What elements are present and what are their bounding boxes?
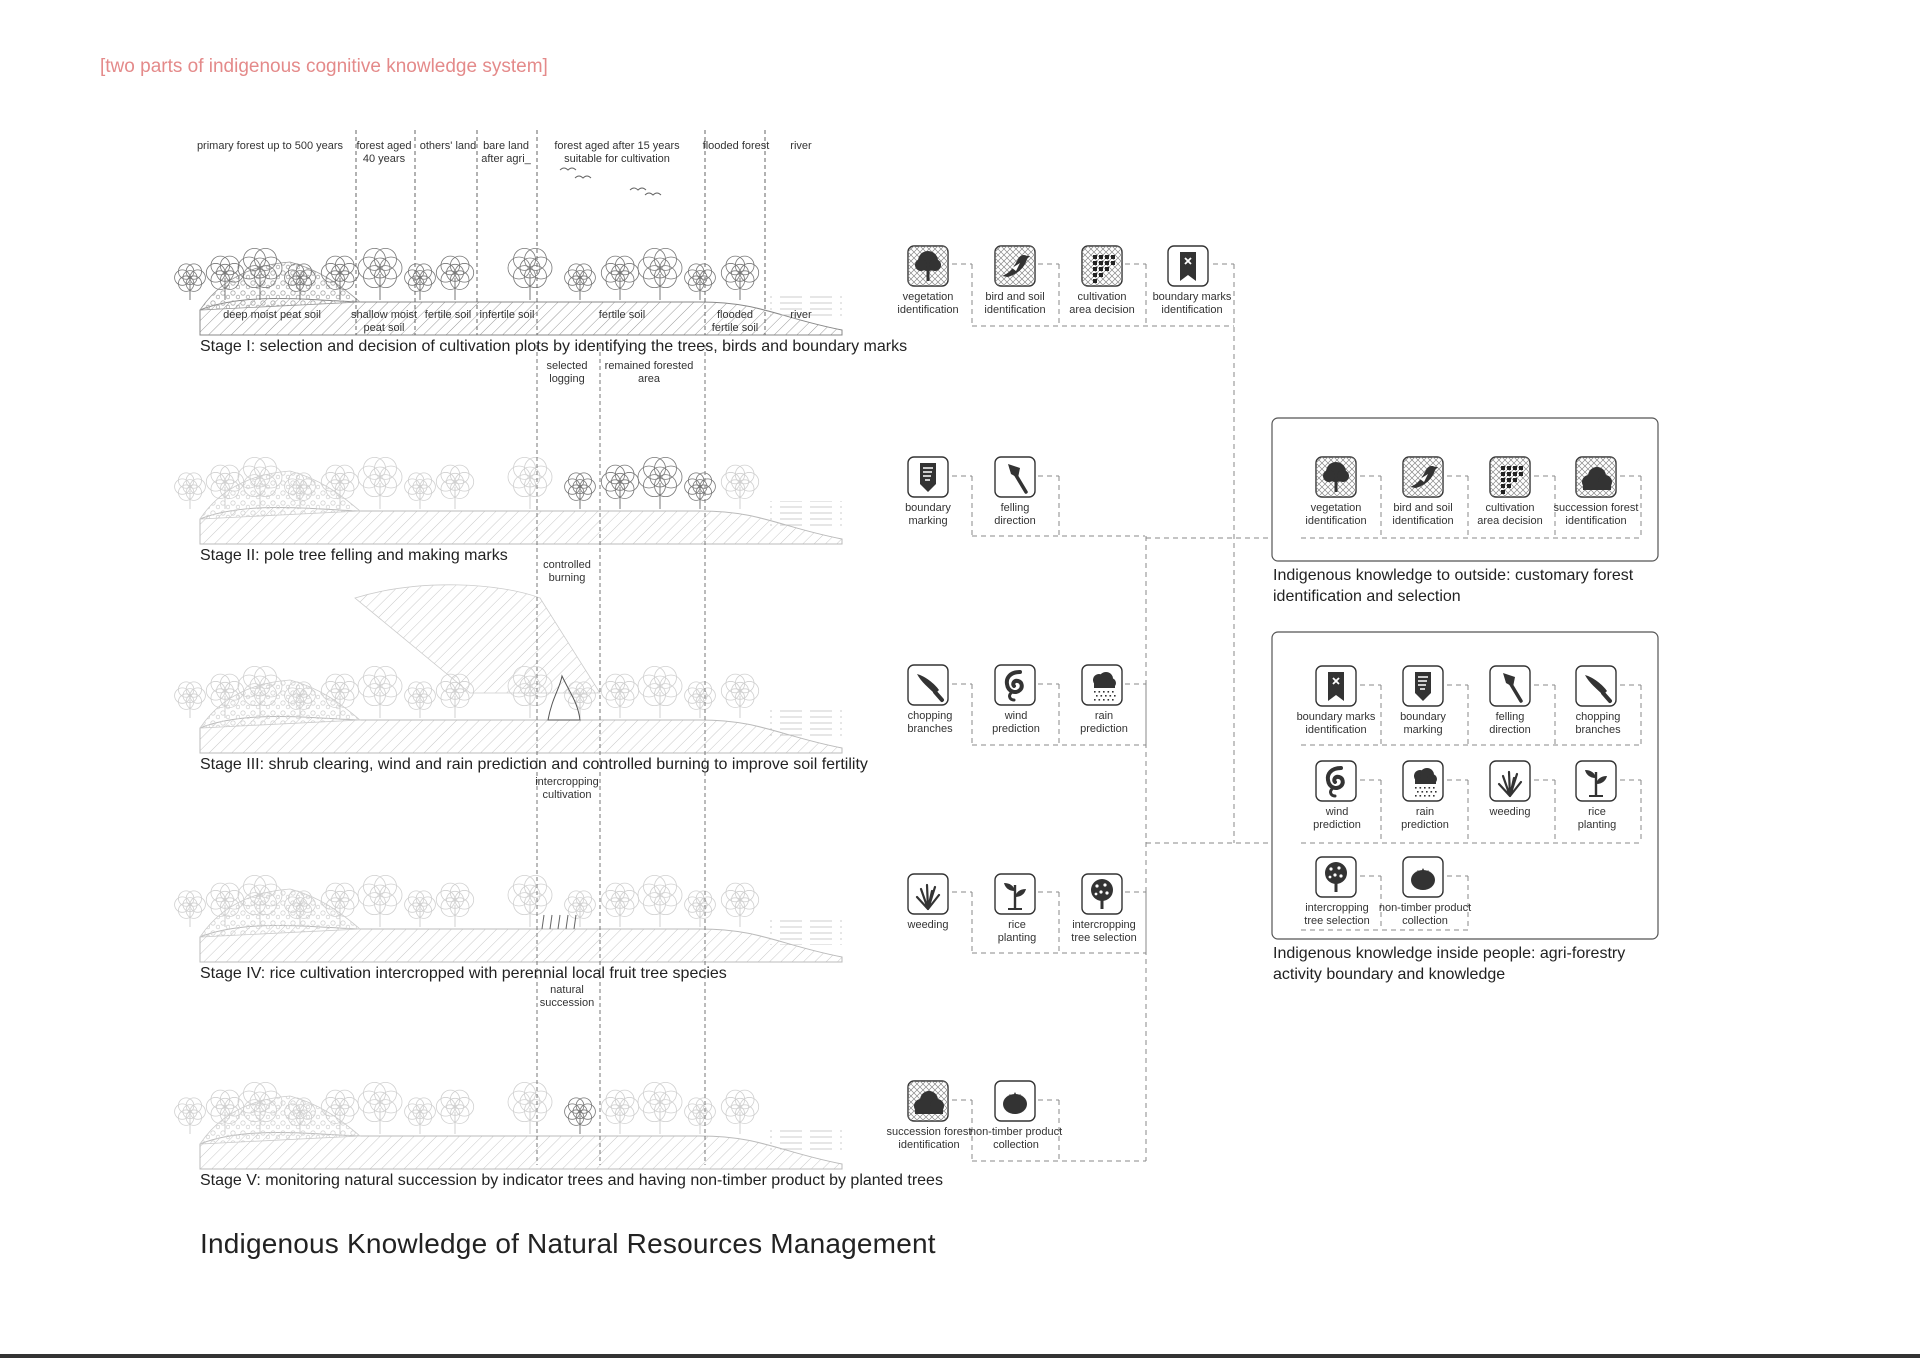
tree — [721, 465, 758, 509]
tree — [685, 473, 716, 509]
soil-label-deep-peat: deep moist peat soil — [223, 309, 321, 321]
crop-stem — [566, 915, 568, 929]
bookmark-x-icon — [1313, 663, 1359, 709]
outside-box-caption: Indigenous knowledge to outside: customary forest identification and selection — [1273, 567, 1634, 605]
shrub-icon — [1573, 454, 1619, 500]
tree — [601, 465, 638, 509]
bird-mark — [560, 168, 576, 170]
tree — [436, 883, 473, 927]
header-label: [two parts of indigenous cognitive knowledge system] — [100, 56, 548, 77]
sprout-icon — [1573, 758, 1619, 804]
inside-label-weeding: weeding — [1489, 806, 1531, 818]
tree — [175, 264, 206, 300]
crop-stem — [542, 915, 544, 929]
bottom-border — [0, 1354, 1920, 1358]
shrub-icon — [905, 1078, 951, 1124]
fruit-tree-icon — [1079, 871, 1125, 917]
bird-mark — [575, 176, 591, 178]
activity-label-natural-succession: natural succession — [539, 984, 595, 1009]
tree — [175, 682, 206, 718]
axe-icon — [1487, 663, 1533, 709]
stage-caption-5: Stage V: monitoring natural succession by indicator trees and having non-timber product by planted trees — [200, 1172, 943, 1189]
tree — [638, 248, 682, 300]
activity-label-intercropping: intercropping cultivation — [535, 776, 599, 801]
outside-label-bird-soil: bird and soil identification — [1392, 502, 1454, 527]
marking-icon — [905, 454, 951, 500]
icon-label-bird-soil: bird and soil identification — [984, 291, 1046, 316]
tree — [601, 674, 638, 718]
icon-label-wind: wind prediction — [992, 710, 1040, 735]
icon-label-succession: succession forest identification — [886, 1126, 972, 1151]
outside-label-succession: succession forest identification — [1553, 502, 1639, 527]
tree — [405, 891, 436, 927]
tree — [405, 264, 436, 300]
zone-label-primary-forest: primary forest up to 500 years — [196, 140, 344, 152]
tree — [436, 256, 473, 300]
tree — [565, 891, 596, 927]
fruit-tree-icon — [1313, 854, 1359, 900]
tree — [405, 1098, 436, 1134]
inside-label-felling: felling direction — [1489, 711, 1531, 736]
tomato-icon — [992, 1078, 1038, 1124]
wind-icon — [992, 662, 1038, 708]
tree — [405, 473, 436, 509]
tree — [721, 1090, 758, 1134]
icon-label-chopping: chopping branches — [907, 710, 953, 735]
sprout-icon — [992, 871, 1038, 917]
stage-caption-2: Stage II: pole tree felling and making marks — [200, 547, 508, 564]
axe-icon — [992, 454, 1038, 500]
icon-label-rain: rain prediction — [1080, 710, 1128, 735]
icon-label-cultivation: cultivation area decision — [1069, 291, 1135, 316]
river-water — [770, 919, 842, 945]
tree — [175, 1098, 206, 1134]
tree — [685, 1098, 716, 1134]
icon-label-intercropping: intercropping tree selection — [1071, 919, 1137, 944]
machete-icon — [905, 662, 951, 708]
tree — [358, 457, 402, 509]
tree — [565, 1098, 596, 1134]
inside-label-chopping: chopping branches — [1575, 711, 1621, 736]
tree — [358, 666, 402, 718]
rain-icon — [1079, 662, 1125, 708]
stage-2-section — [175, 457, 842, 544]
tree — [638, 457, 682, 509]
crop-stem — [574, 915, 576, 929]
tree — [638, 875, 682, 927]
machete-icon — [1573, 663, 1619, 709]
tree — [601, 256, 638, 300]
crop-stem — [550, 915, 552, 929]
icon-label-weeding: weeding — [907, 919, 949, 931]
grass-icon — [1487, 758, 1533, 804]
tree — [358, 1082, 402, 1134]
river-water — [770, 501, 842, 527]
tree — [601, 883, 638, 927]
river-water — [770, 1126, 842, 1152]
activity-label-remained-forest: remained forested area — [604, 360, 694, 385]
tree — [638, 1082, 682, 1134]
inside-box-caption: Indigenous knowledge inside people: agri-forestry activity boundary and knowledge — [1273, 945, 1626, 983]
stage-5-section — [175, 1082, 842, 1169]
soil-label-fertile-2: fertile soil — [598, 309, 646, 321]
tree — [721, 256, 758, 300]
tree — [685, 891, 716, 927]
tree — [638, 666, 682, 718]
inside-label-rain: rain prediction — [1401, 806, 1449, 831]
tree-icon — [1313, 454, 1359, 500]
inside-label-boundary-marking: boundary marking — [1400, 711, 1446, 736]
zone-label-forest-15: forest aged after 15 years suitable for cultivation — [554, 140, 680, 165]
tree — [358, 875, 402, 927]
bird-icon — [1400, 454, 1446, 500]
stage-caption-4: Stage IV: rice cultivation intercropped with perennial local fruit tree species — [200, 965, 727, 982]
main-title: Indigenous Knowledge of Natural Resources Management — [200, 1228, 936, 1259]
tree — [175, 891, 206, 927]
tree — [721, 674, 758, 718]
soil-label-shallow-peat: shallow moist peat soil — [350, 309, 418, 334]
inside-label-boundary-marks: boundary marks identification — [1296, 711, 1376, 736]
bird-icon — [992, 243, 1038, 289]
tree — [405, 682, 436, 718]
tree — [721, 883, 758, 927]
inside-label-intercropping: intercropping tree selection — [1304, 902, 1370, 927]
bird-mark — [630, 188, 646, 190]
bookmark-x-icon — [1165, 243, 1211, 289]
tree-icon — [905, 243, 951, 289]
activity-label-controlled-burning: controlled burning — [543, 559, 591, 584]
soil-label-flooded-fertile: flooded fertile soil — [711, 309, 759, 334]
icon-label-boundary-marking: boundary marking — [905, 502, 951, 527]
soil-label-infertile: infertile soil — [479, 309, 535, 321]
tree — [436, 1090, 473, 1134]
river-water — [770, 710, 842, 736]
grass-icon — [905, 871, 951, 917]
smoke-plume — [355, 585, 600, 693]
outside-label-cultivation: cultivation area decision — [1477, 502, 1543, 527]
stage-caption-1: Stage I: selection and decision of cultivation plots by identifying the trees, birds and boundary marks — [200, 338, 908, 355]
grid-icon — [1487, 454, 1533, 500]
tree — [508, 875, 552, 927]
zone-label-forest-40: forest aged 40 years — [356, 140, 412, 165]
icon-label-non-timber: non-timber product collection — [969, 1126, 1063, 1151]
tree — [601, 1090, 638, 1134]
marking-icon — [1400, 663, 1446, 709]
tree — [565, 473, 596, 509]
stage-3-section — [175, 585, 842, 753]
zone-label-river: river — [790, 140, 812, 152]
tree — [685, 264, 716, 300]
icon-label-rice-planting: rice planting — [997, 919, 1037, 944]
grid-icon — [1079, 243, 1125, 289]
tree — [175, 473, 206, 509]
tree — [508, 248, 552, 300]
inside-label-rice-planting: rice planting — [1577, 806, 1617, 831]
icon-label-felling: felling direction — [994, 502, 1036, 527]
wind-icon — [1313, 758, 1359, 804]
rain-icon — [1400, 758, 1446, 804]
tree — [565, 264, 596, 300]
soil-label-river: river — [790, 309, 812, 321]
tree — [508, 457, 552, 509]
tree — [508, 1082, 552, 1134]
icon-label-boundary-marks: boundary marks identification — [1152, 291, 1232, 316]
outside-label-vegetation: vegetation identification — [1305, 502, 1367, 527]
tree — [358, 248, 402, 300]
soil-label-fertile: fertile soil — [424, 309, 472, 321]
stage-caption-3: Stage III: shrub clearing, wind and rain prediction and controlled burning to improve soil fertility — [200, 756, 868, 773]
icon-label-vegetation: vegetation identification — [897, 291, 959, 316]
tree — [436, 465, 473, 509]
zone-label-others-land: others' land — [419, 140, 477, 152]
stage-4-section — [175, 875, 842, 962]
inside-label-wind: wind prediction — [1313, 806, 1361, 831]
tree — [685, 682, 716, 718]
crop-stem — [558, 915, 560, 929]
zone-label-bare-land: bare land after agri_ — [481, 140, 531, 165]
bird-mark — [645, 193, 661, 195]
zone-label-flooded-forest: flooded forest — [702, 140, 770, 152]
inside-label-non-timber: non-timber product collection — [1378, 902, 1472, 927]
activity-label-selected-logging: selected logging — [546, 360, 588, 385]
tomato-icon — [1400, 854, 1446, 900]
